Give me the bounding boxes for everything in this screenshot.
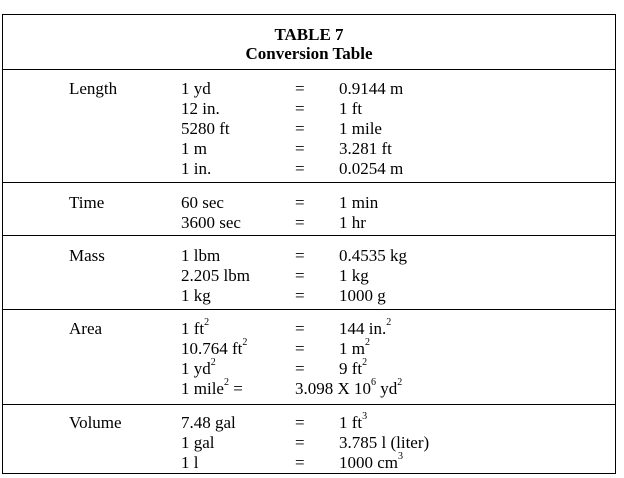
conversion-table	[2, 14, 616, 474]
table-row	[3, 339, 615, 359]
from-unit: 1 lbm	[181, 246, 221, 265]
table-row	[3, 359, 615, 379]
from-unit: 1 kg	[181, 286, 211, 305]
table-row	[3, 159, 615, 179]
table-row	[3, 79, 615, 99]
equals-sign: =	[295, 266, 305, 285]
section-volume	[3, 413, 615, 473]
table-number: TABLE 7	[274, 25, 344, 44]
equals-sign: =	[295, 79, 305, 98]
table-row	[3, 433, 615, 453]
divider	[3, 404, 615, 405]
table-row	[3, 99, 615, 119]
equals-sign: =	[295, 453, 305, 472]
table-row	[3, 379, 615, 399]
equals-sign: =	[295, 286, 305, 305]
from-unit: 1 $ft^2$	[181, 317, 210, 338]
section-length	[3, 79, 615, 179]
divider	[3, 309, 615, 310]
equals-sign: =	[295, 139, 305, 158]
table-row	[3, 413, 615, 433]
from-unit: 5280 ft	[181, 119, 230, 138]
equals-sign: =	[295, 159, 305, 178]
equals-sign: =	[295, 99, 305, 118]
table-row	[3, 246, 615, 266]
equals-sign: =	[295, 433, 305, 452]
table-row	[3, 193, 615, 213]
table-caption: Conversion Table	[245, 44, 373, 63]
section-mass	[3, 246, 615, 306]
table-row	[3, 286, 615, 306]
from-unit: 7.48 gal	[181, 413, 236, 432]
equals-sign: =	[295, 193, 305, 212]
equals-sign: =	[295, 413, 305, 432]
equals-sign: =	[295, 246, 305, 265]
to-unit: 1 $ft^3$	[339, 411, 368, 432]
table-row	[3, 139, 615, 159]
category-label: Mass	[69, 246, 105, 265]
table-row	[3, 319, 615, 339]
table-row	[3, 266, 615, 286]
equals-sign: =	[295, 339, 305, 358]
category-label: Area	[69, 319, 103, 338]
from-unit: 1 $yd^2$	[181, 357, 216, 378]
to-unit: 0.9144 m	[339, 79, 404, 98]
section-time	[3, 193, 615, 233]
from-unit: 10.764 $ft^2$	[181, 337, 248, 358]
equals-sign: =	[295, 119, 305, 138]
divider	[3, 182, 615, 183]
to-unit: 1 ft	[339, 99, 363, 118]
from-unit: 12 in.	[181, 99, 220, 118]
from-unit: 1 m	[181, 139, 207, 158]
from-unit: 2.205 lbm	[181, 266, 250, 285]
to-unit: 1 kg	[339, 266, 369, 285]
to-unit: 144 in.$^2$	[339, 317, 392, 338]
to-unit: 1000 $cm^3$	[339, 451, 404, 472]
from-unit: 1 gal	[181, 433, 215, 452]
category-label: Volume	[69, 413, 122, 432]
section-area	[3, 319, 615, 399]
divider	[3, 235, 615, 236]
to-unit: 1 hr	[339, 213, 366, 232]
to-unit: 9 $ft^2$	[339, 357, 368, 378]
equals-sign: =	[295, 213, 305, 232]
equals-sign: =	[295, 359, 305, 378]
from-unit: 60 sec	[181, 193, 224, 212]
table-row	[3, 119, 615, 139]
to-unit: 0.4535 kg	[339, 246, 407, 265]
category-label: Time	[69, 193, 105, 212]
table-row	[3, 213, 615, 233]
table-title	[3, 15, 615, 69]
to-unit: 1 $m^2$	[339, 337, 370, 358]
equals-sign: =	[233, 379, 243, 398]
from-unit: 1 yd	[181, 79, 211, 98]
to-unit: 1 min	[339, 193, 379, 212]
equals-sign: =	[295, 319, 305, 338]
category-label: Length	[69, 79, 118, 98]
to-unit: 1000 g	[339, 286, 386, 305]
from-unit: 3600 sec	[181, 213, 241, 232]
to-unit: 3.098 X $10^6$ $yd^2$	[295, 377, 403, 398]
to-unit: 3.281 ft	[339, 139, 392, 158]
to-unit: 0.0254 m	[339, 159, 404, 178]
from-unit: 1 mile$^2$ =	[181, 377, 243, 398]
from-unit: 1 l	[181, 453, 199, 472]
to-unit: 3.785 l (liter)	[339, 433, 430, 452]
table-row	[3, 453, 615, 473]
to-unit: 1 mile	[339, 119, 382, 138]
divider	[3, 69, 615, 70]
from-unit: 1 in.	[181, 159, 212, 178]
